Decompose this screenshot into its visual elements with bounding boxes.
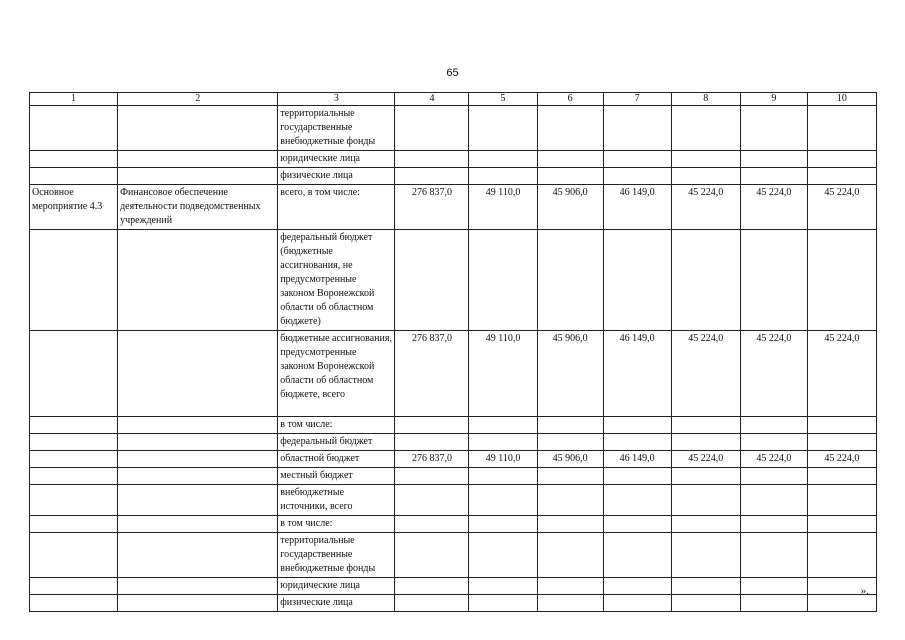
value-cell bbox=[469, 468, 537, 485]
closing-quote: ». bbox=[860, 585, 869, 597]
value-cell: 45 224,0 bbox=[807, 185, 876, 230]
value-cell bbox=[395, 434, 469, 451]
value-cell bbox=[469, 595, 537, 612]
value-cell bbox=[671, 533, 740, 578]
value-cell bbox=[395, 578, 469, 595]
value-cell bbox=[671, 417, 740, 434]
measure-cell bbox=[30, 168, 118, 185]
value-cell bbox=[603, 468, 671, 485]
table-row bbox=[30, 185, 877, 230]
table-row bbox=[30, 578, 877, 595]
value-cell bbox=[469, 516, 537, 533]
value-cell bbox=[740, 434, 807, 451]
funding-source-cell: местный бюджет bbox=[278, 468, 395, 485]
measure-cell bbox=[30, 578, 118, 595]
value-cell bbox=[603, 485, 671, 516]
value-cell: 45 906,0 bbox=[537, 331, 603, 417]
value-cell bbox=[603, 417, 671, 434]
description-cell bbox=[118, 434, 278, 451]
value-cell bbox=[603, 151, 671, 168]
value-cell bbox=[537, 230, 603, 331]
measure-cell bbox=[30, 595, 118, 612]
table-row bbox=[30, 485, 877, 516]
measure-cell bbox=[30, 485, 118, 516]
value-cell bbox=[807, 434, 876, 451]
value-cell bbox=[469, 417, 537, 434]
measure-cell bbox=[30, 106, 118, 151]
funding-source-cell: территориальные государственные внебюджетные фонды bbox=[278, 533, 395, 578]
value-cell bbox=[395, 151, 469, 168]
column-header: 3 bbox=[278, 93, 395, 106]
value-cell bbox=[671, 151, 740, 168]
measure-cell bbox=[30, 331, 118, 417]
value-cell bbox=[671, 434, 740, 451]
value-cell bbox=[469, 485, 537, 516]
value-cell: 45 224,0 bbox=[671, 451, 740, 468]
value-cell bbox=[671, 168, 740, 185]
value-cell bbox=[603, 533, 671, 578]
value-cell bbox=[469, 578, 537, 595]
value-cell bbox=[469, 230, 537, 331]
value-cell bbox=[740, 595, 807, 612]
value-cell bbox=[807, 106, 876, 151]
page-number: 65 bbox=[446, 67, 459, 79]
value-cell bbox=[807, 168, 876, 185]
value-cell: 46 149,0 bbox=[603, 331, 671, 417]
value-cell bbox=[395, 106, 469, 151]
column-header: 4 bbox=[395, 93, 469, 106]
table-row bbox=[30, 151, 877, 168]
value-cell bbox=[671, 106, 740, 151]
value-cell bbox=[807, 468, 876, 485]
value-cell bbox=[603, 434, 671, 451]
value-cell bbox=[807, 417, 876, 434]
table-row bbox=[30, 595, 877, 612]
value-cell bbox=[537, 578, 603, 595]
column-header: 10 bbox=[807, 93, 876, 106]
value-cell bbox=[740, 485, 807, 516]
measure-cell bbox=[30, 516, 118, 533]
funding-source-cell: физические лица bbox=[278, 595, 395, 612]
value-cell bbox=[395, 485, 469, 516]
funding-source-cell: всего, в том числе: bbox=[278, 185, 395, 230]
value-cell: 49 110,0 bbox=[469, 331, 537, 417]
value-cell bbox=[740, 578, 807, 595]
table-row bbox=[30, 533, 877, 578]
funding-source-cell: физические лица bbox=[278, 168, 395, 185]
value-cell bbox=[469, 434, 537, 451]
value-cell: 49 110,0 bbox=[469, 451, 537, 468]
column-header: 2 bbox=[118, 93, 278, 106]
value-cell bbox=[395, 468, 469, 485]
value-cell: 46 149,0 bbox=[603, 451, 671, 468]
value-cell: 45 224,0 bbox=[807, 451, 876, 468]
description-cell bbox=[118, 230, 278, 331]
table-row bbox=[30, 331, 877, 417]
value-cell bbox=[740, 168, 807, 185]
value-cell bbox=[469, 533, 537, 578]
value-cell bbox=[671, 468, 740, 485]
funding-source-cell: юридические лица bbox=[278, 578, 395, 595]
value-cell bbox=[537, 533, 603, 578]
value-cell bbox=[395, 595, 469, 612]
value-cell: 45 224,0 bbox=[671, 331, 740, 417]
table-row bbox=[30, 451, 877, 468]
column-header: 7 bbox=[603, 93, 671, 106]
value-cell bbox=[537, 485, 603, 516]
value-cell bbox=[603, 516, 671, 533]
value-cell bbox=[740, 516, 807, 533]
funding-source-cell: территориальные государственные внебюджетные фонды bbox=[278, 106, 395, 151]
description-cell bbox=[118, 578, 278, 595]
value-cell bbox=[807, 230, 876, 331]
value-cell bbox=[671, 578, 740, 595]
table-row bbox=[30, 230, 877, 331]
value-cell bbox=[395, 168, 469, 185]
description-cell bbox=[118, 595, 278, 612]
measure-cell bbox=[30, 230, 118, 331]
value-cell bbox=[740, 533, 807, 578]
value-cell bbox=[537, 468, 603, 485]
value-cell bbox=[395, 533, 469, 578]
value-cell bbox=[740, 151, 807, 168]
table-header-row bbox=[30, 93, 877, 106]
value-cell: 45 906,0 bbox=[537, 185, 603, 230]
description-cell: Финансовое обеспечение деятельности подведомственных учреждений bbox=[118, 185, 278, 230]
description-cell bbox=[118, 331, 278, 417]
value-cell bbox=[537, 168, 603, 185]
column-header: 1 bbox=[30, 93, 118, 106]
table-row bbox=[30, 434, 877, 451]
value-cell bbox=[537, 595, 603, 612]
description-cell bbox=[118, 468, 278, 485]
column-header: 8 bbox=[671, 93, 740, 106]
table-row bbox=[30, 106, 877, 151]
description-cell bbox=[118, 106, 278, 151]
value-cell bbox=[807, 516, 876, 533]
value-cell bbox=[807, 151, 876, 168]
value-cell bbox=[740, 468, 807, 485]
measure-cell bbox=[30, 533, 118, 578]
value-cell bbox=[603, 578, 671, 595]
measure-cell bbox=[30, 468, 118, 485]
description-cell bbox=[118, 168, 278, 185]
description-cell bbox=[118, 516, 278, 533]
value-cell: 276 837,0 bbox=[395, 185, 469, 230]
value-cell bbox=[395, 516, 469, 533]
value-cell bbox=[603, 595, 671, 612]
measure-cell bbox=[30, 417, 118, 434]
description-cell bbox=[118, 151, 278, 168]
funding-source-cell: юридические лица bbox=[278, 151, 395, 168]
column-header: 6 bbox=[537, 93, 603, 106]
value-cell bbox=[537, 434, 603, 451]
value-cell: 49 110,0 bbox=[469, 185, 537, 230]
value-cell: 45 224,0 bbox=[807, 331, 876, 417]
funding-source-cell: федеральный бюджет bbox=[278, 434, 395, 451]
funding-source-cell: областной бюджет bbox=[278, 451, 395, 468]
value-cell bbox=[671, 595, 740, 612]
measure-cell bbox=[30, 451, 118, 468]
table-row bbox=[30, 417, 877, 434]
measure-cell bbox=[30, 434, 118, 451]
value-cell bbox=[469, 106, 537, 151]
value-cell: 45 906,0 bbox=[537, 451, 603, 468]
value-cell: 276 837,0 bbox=[395, 451, 469, 468]
funding-source-cell: в том числе: bbox=[278, 516, 395, 533]
value-cell bbox=[469, 151, 537, 168]
value-cell bbox=[537, 417, 603, 434]
value-cell bbox=[395, 230, 469, 331]
budget-table bbox=[29, 92, 877, 612]
value-cell: 46 149,0 bbox=[603, 185, 671, 230]
value-cell bbox=[537, 106, 603, 151]
measure-cell: Основное мероприятие 4.3 bbox=[30, 185, 118, 230]
measure-cell bbox=[30, 151, 118, 168]
value-cell bbox=[671, 516, 740, 533]
column-header: 9 bbox=[740, 93, 807, 106]
value-cell: 45 224,0 bbox=[740, 185, 807, 230]
value-cell bbox=[603, 230, 671, 331]
description-cell bbox=[118, 451, 278, 468]
value-cell bbox=[537, 151, 603, 168]
value-cell bbox=[740, 230, 807, 331]
funding-source-cell: в том числе: bbox=[278, 417, 395, 434]
funding-source-cell: бюджетные ассигнования, предусмотренные законом Воронежской области об областном бюджете, всего bbox=[278, 331, 395, 417]
value-cell bbox=[395, 417, 469, 434]
value-cell bbox=[740, 106, 807, 151]
value-cell bbox=[740, 417, 807, 434]
funding-source-cell: внебюджетные источники, всего bbox=[278, 485, 395, 516]
description-cell bbox=[118, 533, 278, 578]
value-cell bbox=[603, 106, 671, 151]
description-cell bbox=[118, 485, 278, 516]
value-cell: 45 224,0 bbox=[740, 451, 807, 468]
value-cell bbox=[807, 595, 876, 612]
value-cell: 45 224,0 bbox=[671, 185, 740, 230]
value-cell: 45 224,0 bbox=[740, 331, 807, 417]
description-cell bbox=[118, 417, 278, 434]
funding-source-cell: федеральный бюджет (бюджетные ассигнования, не предусмотренные законом Воронежской области об областном бюджете) bbox=[278, 230, 395, 331]
value-cell bbox=[807, 533, 876, 578]
table-row bbox=[30, 468, 877, 485]
table-row bbox=[30, 516, 877, 533]
column-header: 5 bbox=[469, 93, 537, 106]
value-cell bbox=[603, 168, 671, 185]
value-cell bbox=[671, 485, 740, 516]
table-row bbox=[30, 168, 877, 185]
value-cell: 276 837,0 bbox=[395, 331, 469, 417]
value-cell bbox=[469, 168, 537, 185]
value-cell bbox=[537, 516, 603, 533]
value-cell bbox=[671, 230, 740, 331]
value-cell bbox=[807, 485, 876, 516]
